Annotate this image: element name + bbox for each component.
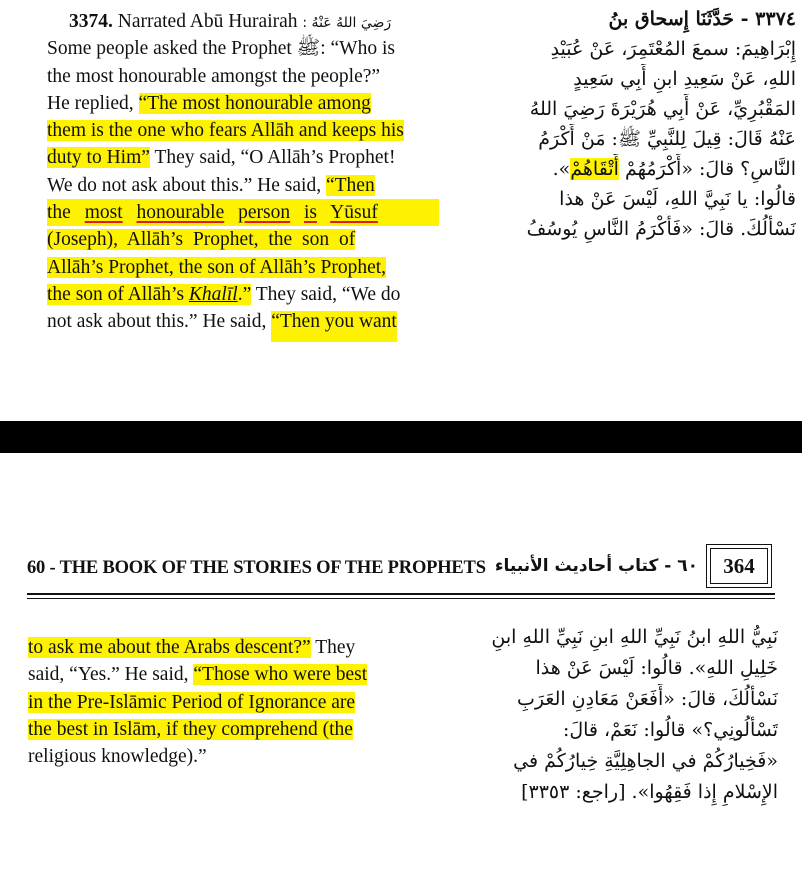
underlined-word: most: [84, 202, 123, 224]
header-rule-thick: [27, 593, 775, 595]
arabic-line: قالُوا: يا نَبِيَّ اللهِ، لَيْسَ عَنْ هذا: [559, 188, 796, 210]
highlighted-text: “The most honourable among: [138, 92, 371, 114]
arabic-line: نَسْأَلُكَ، قالَ: «أَفَعَنْ مَعَادِنِ العَرَبِ: [517, 688, 778, 710]
arabic-line: تَسْأَلُونِي؟» قالُوا: نَعَمْ، قالَ:: [562, 719, 778, 741]
arabic-line: المَقْبُرِيِّ، عَنْ أَبِي هُرَيْرَةَ رَضِيَ اللهُ: [529, 98, 796, 120]
bottom-english-text: [28, 634, 420, 770]
text-line: not ask about this.” He said, “Then you want: [47, 308, 439, 335]
highlighted-text: in the Pre-Islāmic Period of Ignorance are: [28, 691, 356, 713]
narrator: Narrated Abū Hurairah: [117, 11, 298, 32]
text-line: He replied, “The most honourable among: [47, 92, 371, 114]
arabic-line: الإِسْلامِ إِذا فَقِهُوا». [راجع: ٣٣٥٣]: [521, 781, 778, 803]
text-line: duty to Him” They said, “O Allāh’s Prophet!: [47, 147, 396, 169]
highlighted-text: to ask me about the Arabs descent?”: [28, 637, 311, 658]
underlined-word: person: [238, 202, 291, 224]
text-line: We do not ask about this.” He said, “Then: [47, 174, 375, 196]
arabic-line: نَسْأَلُكَ. قالَ: «فَأَكْرَمُ النَّاسِ يُوسُفُ: [526, 218, 796, 240]
arabic-line: نَبِيُّ اللهِ ابنُ نَبِيِّ اللهِ ابنِ نَبِيِّ اللهِ ابنِ: [491, 626, 778, 648]
arabic-line: «فَخِيارُكُمْ في الجاهِلِيَّةِ خِيارُكُمْ في: [513, 750, 778, 772]
text-line: [28, 689, 420, 716]
text-line: [47, 226, 439, 253]
page-number-box: [706, 544, 772, 588]
highlighted-text: duty to Him”: [47, 147, 150, 169]
underlined-word: Yūsuf: [330, 202, 378, 224]
underlined-word: is: [304, 202, 318, 224]
text-line: said, “Yes.” He said, “Those who were best: [28, 664, 368, 686]
highlighted-text: “Those who were best: [193, 664, 368, 686]
chapter-header-arabic: ٦٠ - كتاب أحاديث الأنبياء: [494, 556, 698, 576]
header-rule-thin: [27, 598, 775, 599]
text-line: Some people asked the Prophet ﷺ: “Who is: [47, 38, 395, 60]
page-number: 364: [723, 553, 755, 578]
hadith-heading: [47, 8, 439, 35]
arabic-line: اللهِ، عَنْ سَعِيدِ ابنِ أَبِي سَعِيدٍ: [573, 68, 796, 90]
text-line: [47, 254, 439, 281]
text-line: the most honourable person is Yūsuf: [47, 199, 439, 226]
arabic-line: إِبْرَاهِيمَ: سمعَ المُعْتَمِرَ، عَنْ عُبَيْدِ: [550, 38, 796, 60]
arabic-line: النَّاسِ؟ قالَ: «أَكْرَمُهُمْ أَتْقَاهُمْ».: [552, 158, 796, 180]
narrator-honorific: رَضِيَ اللهُ عَنْهُ :: [302, 15, 392, 31]
text-line: to ask me about the Arabs descent?” They: [28, 637, 356, 658]
arabic-line: خَلِيلِ اللهِ». قالُوا: لَيْسَ عَنْ هذا: [535, 657, 778, 679]
khalil-word: Khalīl: [188, 283, 238, 305]
underlined-word: honourable: [136, 202, 225, 224]
highlighted-text: the best in Islām, if they comprehend (the: [28, 718, 353, 740]
page-separator-band: [0, 421, 802, 453]
hadith-number: 3374.: [69, 11, 113, 32]
highlighted-text: “Then you want: [271, 311, 397, 342]
chapter-header-english: 60 - THE BOOK OF THE STORIES OF THE PROPHETS: [27, 558, 486, 578]
highlighted-text: Allāh’s Prophet, the son of Allāh’s Prophet,: [47, 256, 387, 278]
top-english-text: [47, 8, 439, 336]
text-line: the son of Allāh’s Khalīl.” They said, “We do: [47, 283, 401, 305]
text-line: the most honourable amongst the people?”: [47, 65, 381, 87]
highlighted-text: them is the one who fears Allāh and keeps his: [47, 120, 404, 142]
arabic-line: عَنْهُ قَالَ: قِيلَ لِلنَّبِيِّ ﷺ: مَنْ أَكْرَمُ: [538, 128, 796, 150]
top-arabic-text: [462, 4, 796, 244]
text-line: [28, 716, 420, 743]
text-line: [47, 117, 439, 144]
highlighted-arabic: أَتْقَاهُمْ: [570, 158, 619, 180]
highlighted-text: (Joseph), Allāh’s Prophet, the son of: [47, 229, 356, 251]
arabic-line: ٣٣٧٤ - حَدَّثَنَا إِسحاق بنُ: [608, 8, 796, 30]
text-line: religious knowledge).”: [28, 746, 207, 768]
page-number-inner: [710, 548, 768, 584]
highlighted-text: “Then: [325, 174, 375, 196]
bottom-arabic-text: [430, 622, 778, 808]
highlighted-text: the son of Allāh’s Khalīl.”: [47, 283, 252, 305]
